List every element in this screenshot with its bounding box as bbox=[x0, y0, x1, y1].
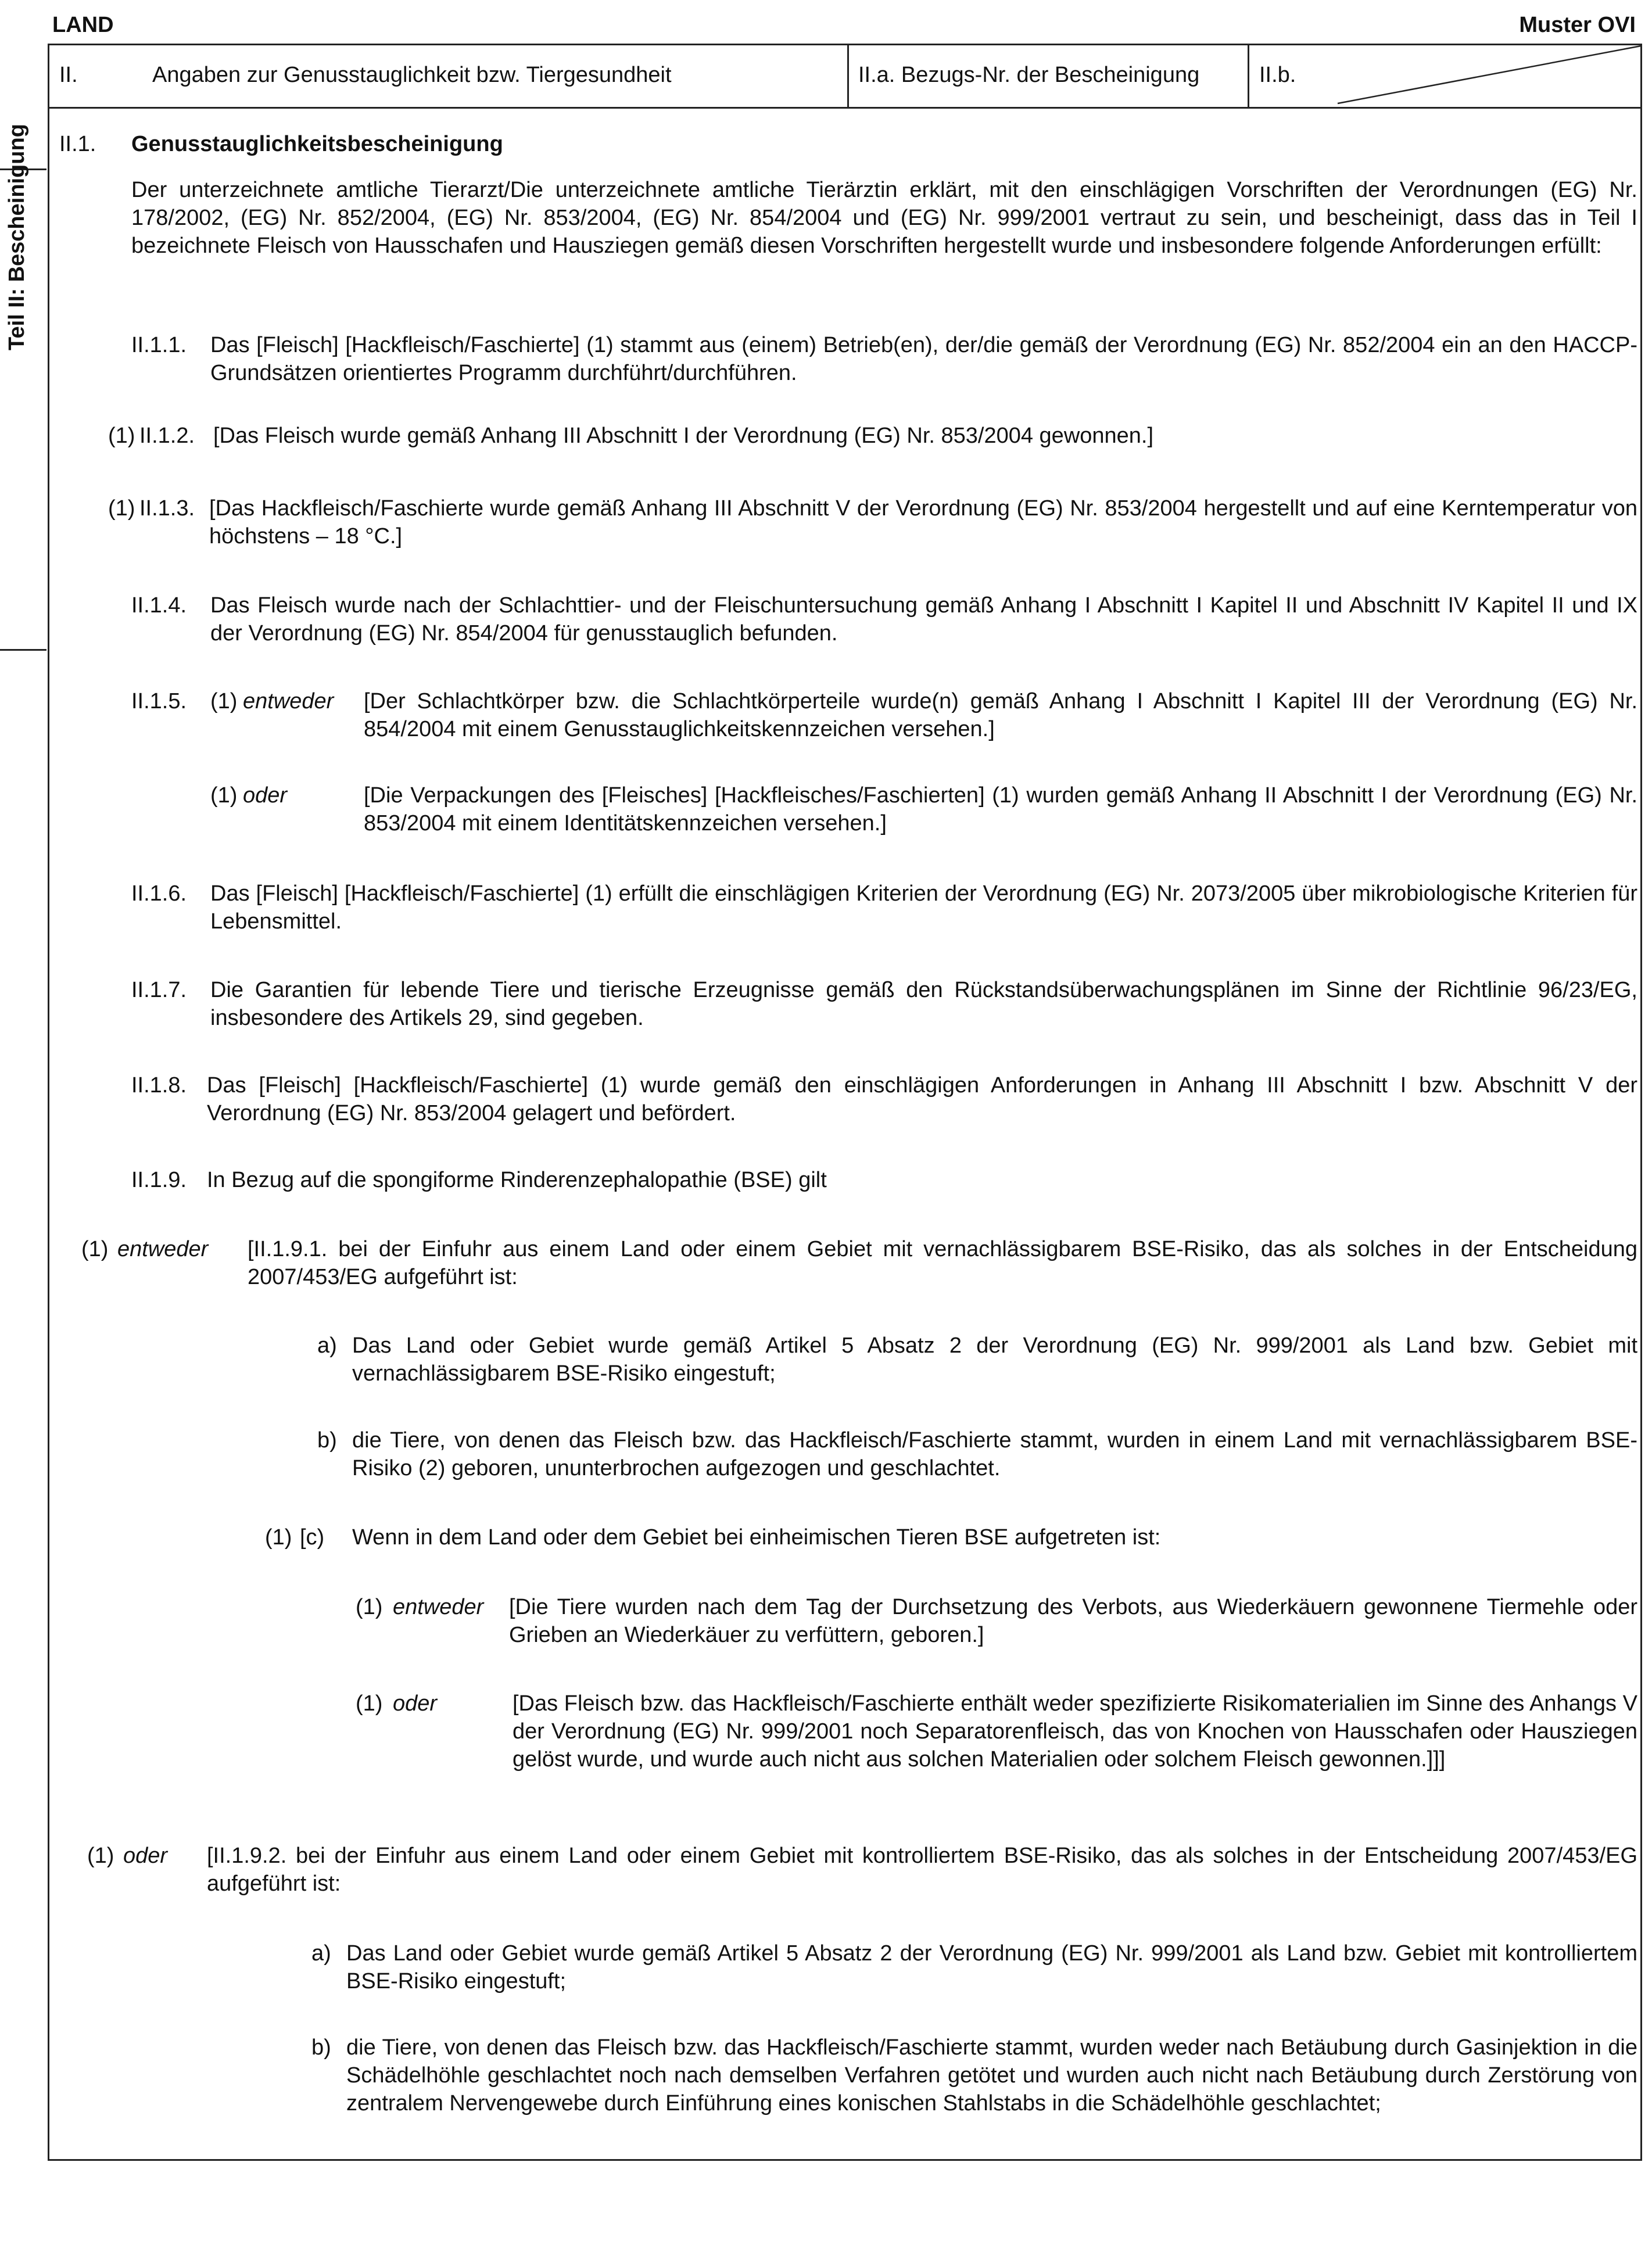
footnote-ref: (1) bbox=[108, 496, 135, 521]
option-text: [Die Tiere wurden nach dem Tag der Durchsetzung des Verbots, aus Wiederkäuern gewonnene Tiermehle oder Grieben an Wiederkäuer zu verfüttern, geboren.] bbox=[509, 1595, 1637, 1647]
option-entweder: entweder bbox=[393, 1595, 484, 1619]
sidebar-label: Teil II: Bescheinigung bbox=[5, 124, 29, 350]
section-title: Genusstauglichkeitsbescheinigung bbox=[131, 132, 503, 156]
footnote-ref: (1) bbox=[108, 424, 135, 448]
footnote-ref: (1) bbox=[356, 1595, 383, 1619]
list-text: Das Land oder Gebiet wurde gemäß Artikel 5 Absatz 2 der Verordnung (EG) Nr. 999/2001 als Land bzw. Gebiet mit kontrolliertem BSE-Risiko eingestuft; bbox=[346, 1941, 1637, 1993]
list-label: a) bbox=[317, 1333, 337, 1358]
item-number: II.1.9. bbox=[131, 1168, 187, 1192]
option-text: [Das Fleisch bzw. das Hackfleisch/Faschierte enthält weder spezifizierte Risikomaterialien im Sinne des Anhangs V der Verordnung (EG) Nr. 999/2001 noch Separatorenfleisch, das von Knochen von Hausschafen oder Hausziegen gelöst wurde, und wurde auch nicht aus solchen Materialien oder solchem Fleisch gewonnen.]]] bbox=[513, 1691, 1637, 1772]
item-number: II.1.1. bbox=[131, 333, 187, 357]
list-label: b) bbox=[317, 1428, 337, 1453]
item-text: Das Fleisch wurde nach der Schlachttier- und der Fleischuntersuchung gemäß Anhang I Abschnitt I Kapitel II und Abschnitt IV Kapitel II und IX der Verordnung (EG) Nr. 854/2004 für genusstauglich befunden. bbox=[210, 593, 1637, 646]
footnote-ref: (1) bbox=[210, 689, 238, 713]
header-reference-number: II.a. Bezugs-Nr. der Bescheinigung bbox=[858, 63, 1200, 87]
list-text: die Tiere, von denen das Fleisch bzw. das Hackfleisch/Faschierte stammt, wurden weder nach Betäubung durch Gasinjektion in die Schädelhöhle geschlachtet noch nach demselben Verfahren getötet und wurden auch nicht nach Betäubung durch Zerstörung von zentralem Nervengewebe durch Einführung eines konischen Stahlstabs in die Schädelhöhle geschlachtet; bbox=[346, 2035, 1637, 2115]
option-oder: oder bbox=[123, 1844, 168, 1868]
header-row bbox=[48, 44, 1642, 109]
item-number: II.1.6. bbox=[131, 881, 187, 906]
diagonal-strike bbox=[1249, 44, 1642, 107]
option-entweder: entweder bbox=[243, 689, 334, 713]
header-number: II. bbox=[59, 63, 78, 87]
item-number: II.1.7. bbox=[131, 978, 187, 1002]
option-text: [Die Verpackungen des [Fleisches] [Hackfleisches/Faschierten] (1) wurden gemäß Anhang II Abschnitt I der Verordnung (EG) Nr. 853/2004 mit einem Identitätskennzeichen versehen.] bbox=[364, 783, 1637, 836]
option-oder: oder bbox=[393, 1691, 438, 1716]
intro-paragraph: Der unterzeichnete amtliche Tierarzt/Die unterzeichnete amtliche Tierärztin erklärt, mit den einschlägigen Vorschriften der Verordnungen (EG) Nr. 178/2002, (EG) Nr. 852/2004, (EG) Nr. 853/2004, (EG) Nr. 854/2004 und (EG) Nr. 999/2001 vertraut zu sein, und bescheinigt, dass das in Teil I bezeichnete Fleisch von Hausschafen und Hausziegen gemäß diesen Vorschriften hergestellt wurde und insbesondere folgende Anforderungen erfüllt: bbox=[131, 178, 1637, 258]
option-text: [Der Schlachtkörper bzw. die Schlachtkörperteile wurde(n) gemäß Anhang I Abschnitt I Kapitel III der Verordnung (EG) Nr. 854/2004 mit einem Genusstauglichkeitskennzeichen versehen.] bbox=[364, 689, 1637, 741]
list-label: b) bbox=[311, 2035, 331, 2060]
item-number: II.1.5. bbox=[131, 689, 187, 713]
header-divider bbox=[847, 44, 849, 107]
footnote-ref: (1) bbox=[81, 1237, 109, 1261]
item-text: Die Garantien für lebende Tiere und tierische Erzeugnisse gemäß den Rückstandsüberwachungsplänen im Sinne der Richtlinie 96/23/EG, insbesondere des Artikels 29, sind gegeben. bbox=[210, 978, 1637, 1030]
subsection-text: [II.1.9.1. bei der Einfuhr aus einem Land oder einem Gebiet mit vernachlässigbarem BSE-Risiko, das als solches in der Entscheidung 2007/453/EG aufgeführt ist: bbox=[248, 1237, 1637, 1289]
item-number: II.1.4. bbox=[131, 593, 187, 618]
list-label: a) bbox=[311, 1941, 331, 1966]
footnote-ref: (1) bbox=[356, 1691, 383, 1716]
footnote-ref: (1) bbox=[265, 1525, 292, 1550]
list-text: Wenn in dem Land oder dem Gebiet bei einheimischen Tieren BSE aufgetreten ist: bbox=[352, 1525, 1161, 1550]
item-text: Das [Fleisch] [Hackfleisch/Faschierte] (1) stammt aus (einem) Betrieb(en), der/die gemäß der Verordnung (EG) Nr. 852/2004 ein an den HACCP-Grundsätzen orientiertes Programm durchführt/durchführen. bbox=[210, 333, 1637, 385]
model-label: Muster OVI bbox=[1519, 13, 1636, 37]
option-oder: oder bbox=[243, 783, 288, 808]
list-label: [c) bbox=[300, 1525, 325, 1550]
footnote-ref: (1) bbox=[87, 1844, 114, 1868]
item-text: Das [Fleisch] [Hackfleisch/Faschierte] (1) erfüllt die einschlägigen Kriterien der Verordnung (EG) Nr. 2073/2005 über mikrobiologische Kriterien für Lebensmittel. bbox=[210, 881, 1637, 934]
item-text: [Das Fleisch wurde gemäß Anhang III Abschnitt I der Verordnung (EG) Nr. 853/2004 gewonnen.] bbox=[213, 424, 1154, 448]
item-number: II.1.3. bbox=[139, 496, 195, 521]
item-text: In Bezug auf die spongiforme Rinderenzephalopathie (BSE) gilt bbox=[207, 1168, 827, 1192]
list-text: die Tiere, von denen das Fleisch bzw. das Hackfleisch/Faschierte stammt, wurden in einem Land mit vernachlässigbarem BSE-Risiko (2) geboren, ununterbrochen aufgezogen und geschlachtet. bbox=[352, 1428, 1637, 1480]
footnote-ref: (1) bbox=[210, 783, 238, 808]
item-number: II.1.8. bbox=[131, 1073, 187, 1098]
section-number: II.1. bbox=[59, 132, 96, 156]
list-text: Das Land oder Gebiet wurde gemäß Artikel 5 Absatz 2 der Verordnung (EG) Nr. 999/2001 als Land bzw. Gebiet mit vernachlässigbarem BSE-Risiko eingestuft; bbox=[352, 1333, 1637, 1386]
item-number: II.1.2. bbox=[139, 424, 195, 448]
header-title: Angaben zur Genusstauglichkeit bzw. Tiergesundheit bbox=[152, 63, 672, 87]
option-entweder: entweder bbox=[117, 1237, 209, 1261]
item-text: [Das Hackfleisch/Faschierte wurde gemäß Anhang III Abschnitt V der Verordnung (EG) Nr. 853/2004 hergestellt und auf eine Kerntemperatur von höchstens – 18 °C.] bbox=[209, 496, 1637, 548]
country-label: LAND bbox=[52, 13, 114, 37]
header-field-b: II.b. bbox=[1259, 63, 1296, 87]
subsection-text: [II.1.9.2. bei der Einfuhr aus einem Land oder einem Gebiet mit kontrolliertem BSE-Risiko, das als solches in der Entscheidung 2007/453/EG aufgeführt ist: bbox=[207, 1844, 1637, 1896]
item-text: Das [Fleisch] [Hackfleisch/Faschierte] (1) wurde gemäß den einschlägigen Anforderungen in Anhang III Abschnitt I bzw. Abschnitt V der Verordnung (EG) Nr. 853/2004 gelagert und befördert. bbox=[207, 1073, 1637, 1125]
